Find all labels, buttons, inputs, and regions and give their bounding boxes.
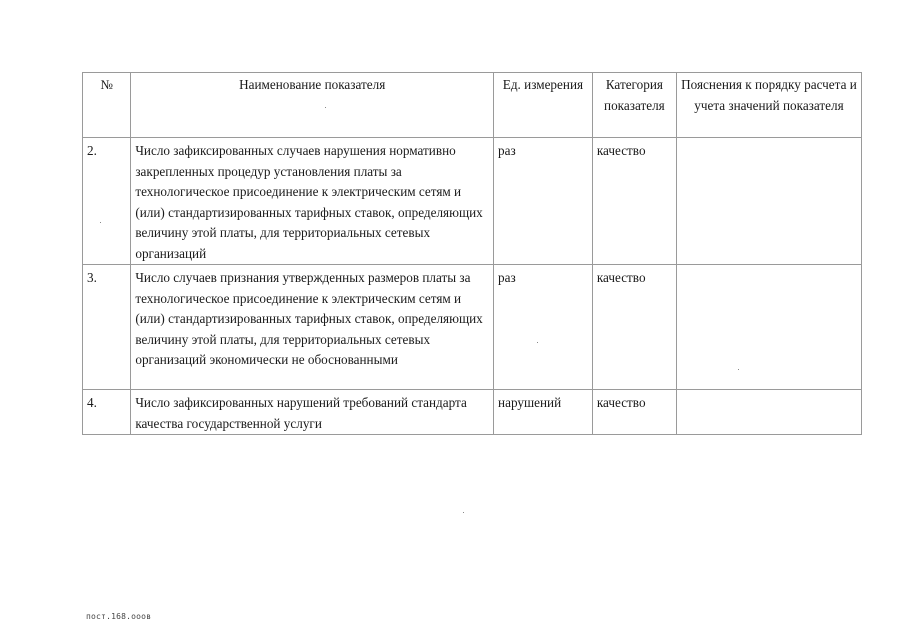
table-body (83, 138, 862, 435)
header-unit: Ед. измерения (494, 73, 593, 138)
cell-name: Число зафиксированных случаев нарушения нормативно закрепленных процедур установления платы за технологическое присоединение к электрическим сетям и (или) стандартизированных тарифных ставок, определяющих величину этой платы, для территориальных сетевых организаций (131, 138, 494, 265)
table-row (83, 265, 862, 390)
scan-speck (325, 107, 326, 108)
scan-speck (100, 222, 101, 223)
header-category: Категория показателя (592, 73, 676, 138)
scan-speck (463, 512, 464, 513)
header-number: № (83, 73, 131, 138)
table-row (83, 138, 862, 265)
cell-category: качество (592, 390, 676, 435)
cell-notes (676, 265, 861, 390)
cell-unit: нарушений (494, 390, 593, 435)
cell-number: 4. (83, 390, 131, 435)
cell-unit: раз (494, 138, 593, 265)
table-row (83, 390, 862, 435)
cell-name: Число зафиксированных нарушений требований стандарта качества государственной услуги (131, 390, 494, 435)
table-header (83, 73, 862, 138)
indicators-table (82, 72, 862, 435)
cell-category: качество (592, 138, 676, 265)
cell-unit: раз (494, 265, 593, 390)
scan-speck (537, 342, 538, 343)
cell-notes (676, 390, 861, 435)
header-row (83, 73, 862, 138)
cell-category: качество (592, 265, 676, 390)
cell-number: 2. (83, 138, 131, 265)
scan-speck (738, 369, 739, 370)
header-name: Наименование показателя (131, 73, 494, 138)
header-notes: Пояснения к порядку расчета и учета значений показателя (676, 73, 861, 138)
cell-number: 3. (83, 265, 131, 390)
cell-notes (676, 138, 861, 265)
cell-name: Число случаев признания утвержденных размеров платы за технологическое присоединение к электрическим сетям и (или) стандартизированных тарифных ставок, определяющих величину этой платы, для территориальных сетевых организаций экономически не обоснованными (131, 265, 494, 390)
file-mark: пост.168.ооов (86, 612, 152, 621)
